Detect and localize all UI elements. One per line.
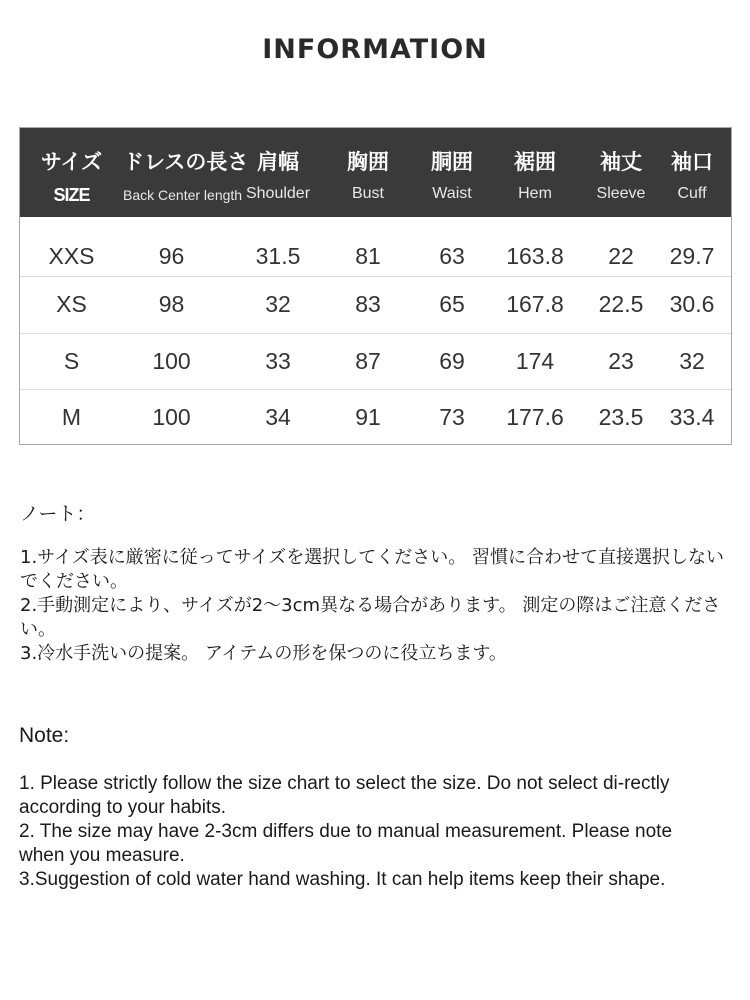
note-en-item: 1. Please strictly follow the size chart to select the size. Do not select di-rectly according to your habits.	[19, 773, 670, 818]
table-header	[20, 128, 731, 217]
page-title: INFORMATION	[262, 34, 488, 65]
header-hem	[490, 128, 580, 217]
note-jp-list	[20, 546, 732, 666]
cell-cuff: 33.4	[669, 404, 715, 430]
cell-size: XS	[56, 291, 87, 317]
header-size-en: SIZE	[53, 185, 90, 205]
cell-sleeve: 23	[608, 348, 634, 374]
cell-bust: 87	[355, 348, 381, 374]
header-bust-en: Bust	[351, 185, 384, 202]
header-shoulder	[232, 128, 324, 217]
cell-bust: 81	[355, 243, 381, 269]
table-row	[20, 389, 731, 444]
header-cuff	[653, 128, 731, 217]
cell-waist: 69	[439, 348, 465, 374]
cell-cuff: 32	[679, 348, 705, 374]
header-waist-jp: 胴囲	[431, 150, 473, 174]
cell-shoulder: 32	[265, 291, 291, 317]
header-waist	[408, 128, 496, 217]
cell-size: S	[63, 348, 80, 374]
header-size-jp: サイズ	[40, 150, 103, 174]
cell-length: 100	[152, 348, 191, 374]
cell-waist: 63	[439, 243, 465, 269]
note-en-list	[19, 772, 719, 892]
cell-shoulder: 33	[265, 348, 291, 374]
cell-cuff: 29.7	[669, 243, 715, 269]
header-cuff-en: Cuff	[677, 185, 707, 202]
cell-hem: 174	[515, 348, 555, 374]
cell-hem: 177.6	[506, 404, 564, 430]
header-cuff-jp: 袖口	[671, 150, 713, 174]
header-hem-jp: 裾囲	[514, 150, 556, 174]
header-shoulder-jp: 肩幅	[257, 150, 299, 174]
cell-length: 96	[158, 243, 185, 269]
cell-shoulder: 31.5	[255, 243, 301, 269]
header-length-jp: ドレスの長さ	[123, 150, 249, 174]
header-length-en: Back Center length	[123, 187, 243, 203]
cell-size: M	[61, 404, 82, 430]
cell-size: XXS	[48, 243, 95, 269]
table-row	[20, 276, 731, 331]
cell-bust: 91	[355, 404, 381, 430]
header-hem-en: Hem	[518, 185, 552, 202]
note-jp-item: 2.手動測定により、サイズが2〜3cm異なる場合があります。 測定の際はご注意ください。	[20, 595, 721, 640]
note-en-heading: Note:	[19, 724, 70, 747]
header-sleeve-jp: 袖丈	[600, 150, 642, 174]
note-jp-item: 3.冷水手洗いの提案。 アイテムの形を保つのに役立ちます。	[20, 643, 507, 664]
cell-sleeve: 22.5	[598, 291, 644, 317]
header-bust	[324, 128, 412, 217]
header-shoulder-en: Shoulder	[245, 185, 311, 202]
cell-sleeve: 22	[608, 243, 634, 269]
note-jp-item: 1.サイズ表に厳密に従ってサイズを選択してください。 習慣に合わせて直接選択しないでください。	[20, 547, 725, 592]
cell-waist: 73	[439, 404, 465, 430]
cell-sleeve: 23.5	[598, 404, 644, 430]
cell-bust: 83	[355, 291, 381, 317]
cell-length: 98	[158, 291, 185, 317]
note-en-item: 3.Suggestion of cold water hand washing. It can help items keep their shape.	[19, 869, 666, 890]
header-size	[20, 128, 123, 217]
header-length	[123, 128, 249, 217]
note-jp-heading: ノート：	[20, 503, 96, 525]
header-sleeve	[579, 128, 663, 217]
cell-shoulder: 34	[265, 404, 291, 430]
note-en-item: 2. The size may have 2-3cm differs due to manual measurement. Please note when you measure.	[19, 821, 673, 866]
cell-length: 100	[152, 404, 191, 430]
header-waist-en: Waist	[432, 185, 472, 202]
header-bust-jp: 胸囲	[347, 150, 389, 174]
header-sleeve-en: Sleeve	[596, 185, 646, 202]
cell-hem: 167.8	[506, 291, 564, 317]
size-chart-table	[19, 127, 732, 445]
cell-waist: 65	[439, 291, 465, 317]
cell-cuff: 30.6	[669, 291, 715, 317]
table-row	[20, 333, 731, 388]
cell-hem: 163.8	[506, 243, 564, 269]
